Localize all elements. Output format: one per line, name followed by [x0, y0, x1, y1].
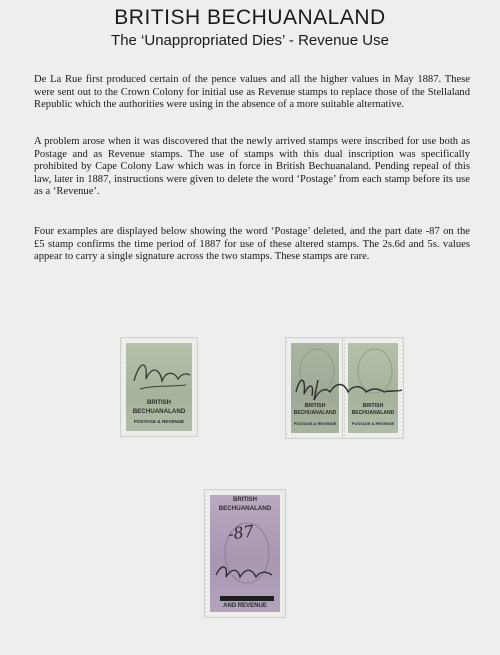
- stamp-label-inscription: POSTAGE & REVENUE: [133, 419, 185, 424]
- signature-mark: [126, 351, 192, 401]
- stamp-label-british: BRITISH: [147, 400, 171, 406]
- handwritten-date: -87: [226, 521, 255, 544]
- stamp-label-inscription: POSTAGE & REVENUE: [351, 421, 395, 426]
- stamp-single-green: [121, 338, 197, 436]
- signature-mark: [210, 557, 280, 587]
- paragraph-examples: Four examples are displayed below showing the word ‘Postage’ deleted, and the part date -87 on the £5 stamp confirms the time period of 1887 for use of these altered stamps. The 2s.6d and 5s. values appear to carry a single signature across the two stamps. These stamps are rare.: [34, 226, 470, 263]
- stamp-face: [210, 495, 280, 612]
- stamp-label-country: BECHUANALAND: [293, 410, 337, 416]
- paragraph-problem: A problem arose when it was discovered that the newly arrived stamps were inscribed for use both as Postage and as Revenue stamps. The use of stamps with this dual inscription was specifically prohibited by Cape Colony Law which was in force in British Bechuanaland. Pending repeal of this law, later in 1887, instructions were given to delete the word ‘Postage’ from each stamp before its use as a ‘Revenue’.: [34, 136, 470, 198]
- paragraph-intro: De La Rue first produced certain of the pence values and all the higher values in May 1887. These were sent out to the Crown Colony for initial use as Revenue stamps to replace those of the Stellaland Republic which the authorities were using in the absence of a more suitable alternative.: [34, 74, 470, 111]
- stamp-label-country: BECHUANALAND: [218, 505, 272, 512]
- page-subtitle: The ‘Unappropriated Dies’ - Revenue Use: [111, 32, 389, 49]
- deletion-bar: [220, 596, 274, 601]
- signature-across-pair: [290, 370, 410, 410]
- stamp-label-inscription: AND REVENUE: [223, 603, 267, 609]
- stamp-face: [126, 343, 192, 431]
- stamp-label-british: BRITISH: [304, 403, 326, 409]
- stamp-label-country: BECHUANALAND: [132, 408, 186, 415]
- stamp-label-british: BRITISH: [362, 403, 384, 409]
- stamp-label-british: BRITISH: [233, 497, 257, 503]
- stamp-five-pound-lilac: [205, 490, 285, 617]
- stamp-label-country: BECHUANALAND: [351, 410, 395, 416]
- stamp-label-inscription: POSTAGE & REVENUE: [293, 421, 337, 426]
- page-title: BRITISH BECHUANALAND: [114, 6, 386, 29]
